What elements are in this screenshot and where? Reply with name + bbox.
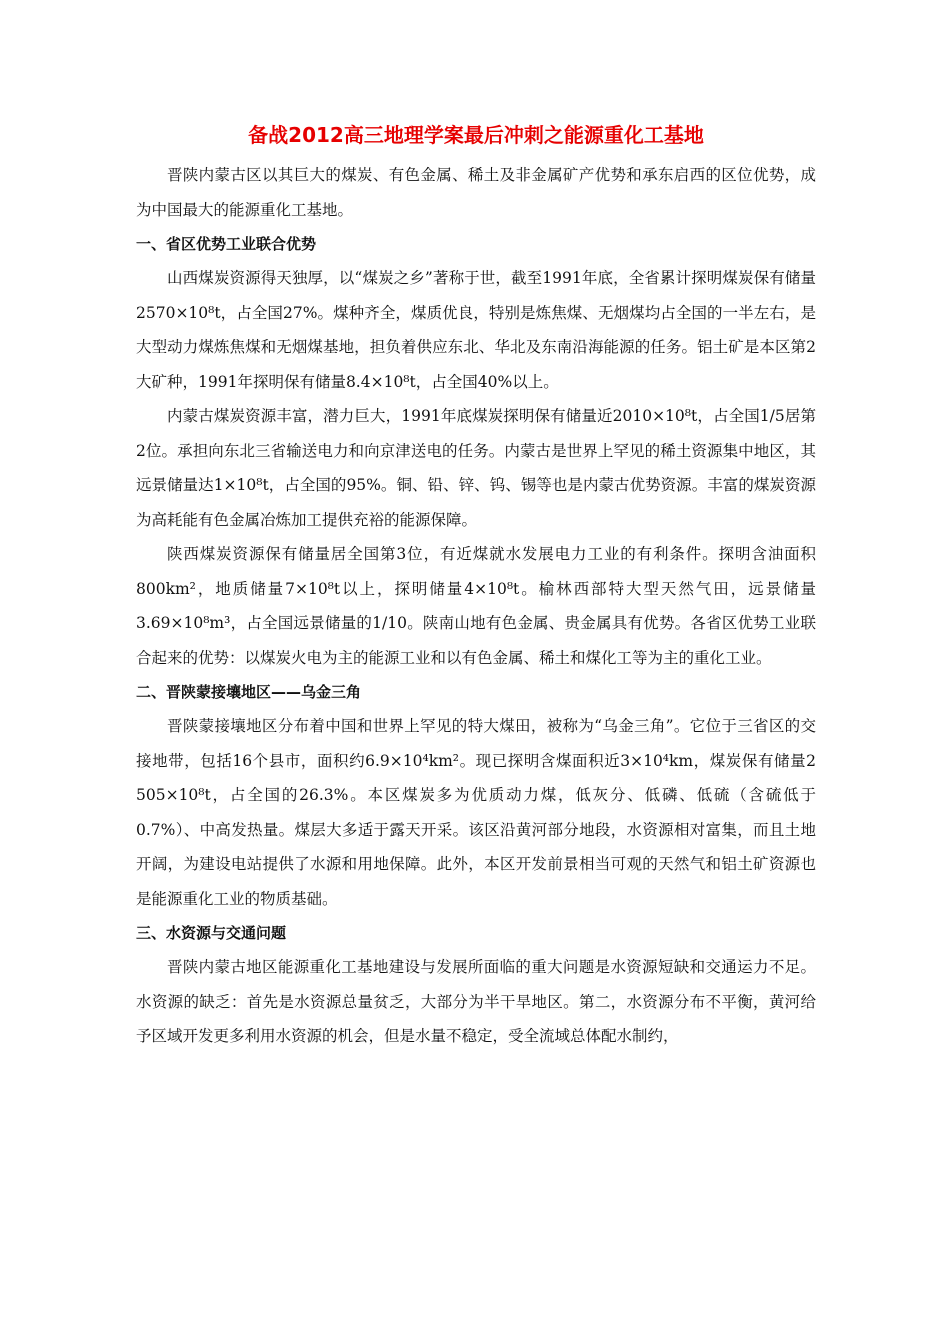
document-title: 备战2012高三地理学案最后冲刺之能源重化工基地 <box>248 123 704 147</box>
section-3-paragraph-1: 晋陕内蒙古地区能源重化工基地建设与发展所面临的重大问题是水资源短缺和交通运力不足。水资源的缺乏：首先是水资源总量贫乏，大部分为半干旱地区。第二，水资源分布不平衡，黄河给予区域开发更多利用水资源的机会，但是水量不稳定，受全流域总体配水制约， <box>136 958 816 1045</box>
section-1-paragraph-3: 陕西煤炭资源保有储量居全国第3位，有近煤就水发展电力工业的有利条件。探明含油面积800km²，地质储量7×10⁸t以上，探明储量4×10⁸t。榆林西部特大型天然气田，远景储量3.69×10⁸m³，占全国远景储量的1/10。陕南山地有色金属、贵金属具有优势。各省区优势工业联合起来的优势：以煤炭火电为主的能源工业和以有色金属、稀土和煤化工等为主的重化工业。 <box>136 545 816 667</box>
section-1 <box>136 227 816 675</box>
section-3-heading: 三、水资源与交通问题 <box>136 924 287 942</box>
section-1-paragraph-2: 内蒙古煤炭资源丰富，潜力巨大，1991年底煤炭探明保有储量近2010×10⁸t，占全国1/5居第2位。承担向东北三省输送电力和向京津送电的任务。内蒙古是世界上罕见的稀土资源集中地区，其远景储量达1×10⁸t，占全国的95%。铜、铅、锌、钨、锡等也是内蒙古优势资源。丰富的煤炭资源为高耗能有色金属冶炼加工提供充裕的能源保障。 <box>136 407 816 529</box>
intro-paragraph: 晋陕内蒙古区以其巨大的煤炭、有色金属、稀土及非金属矿产优势和承东启西的区位优势，成为中国最大的能源重化工基地。 <box>136 166 816 219</box>
section-2-paragraph-1: 晋陕蒙接壤地区分布着中国和世界上罕见的特大煤田，被称为“乌金三角”。它位于三省区的交接地带，包括16个县市，面积约6.9×10⁴km²。现已探明含煤面积近3×10⁴km，煤炭保有储量2 505×10⁸t，占全国的26.3%。本区煤炭多为优质动力煤，低灰分、低磷、低硫（含硫低于0.7%）、中高发热量。煤层大多适于露天开采。该区沿黄河部分地段，水资源相对富集，而且土地开阔，为建设电站提供了水源和用地保障。此外，本区开发前景相当可观的天然气和铝土矿资源也是能源重化工业的物质基础。 <box>136 717 816 908</box>
section-3 <box>136 916 816 1054</box>
section-2 <box>136 675 816 916</box>
section-1-heading: 一、省区优势工业联合优势 <box>136 235 317 253</box>
document-page <box>136 118 816 1054</box>
section-1-paragraph-1: 山西煤炭资源得天独厚，以“煤炭之乡”著称于世，截至1991年底，全省累计探明煤炭保有储量2570×10⁸t，占全国27%。煤种齐全，煤质优良，特别是炼焦煤、无烟煤均占全国的一半左右，是大型动力煤炼焦煤和无烟煤基地，担负着供应东北、华北及东南沿海能源的任务。铝土矿是本区第2大矿种，1991年探明保有储量8.4×10⁸t，占全国40%以上。 <box>136 269 816 391</box>
section-2-heading: 二、晋陕蒙接壤地区——乌金三角 <box>136 683 362 701</box>
